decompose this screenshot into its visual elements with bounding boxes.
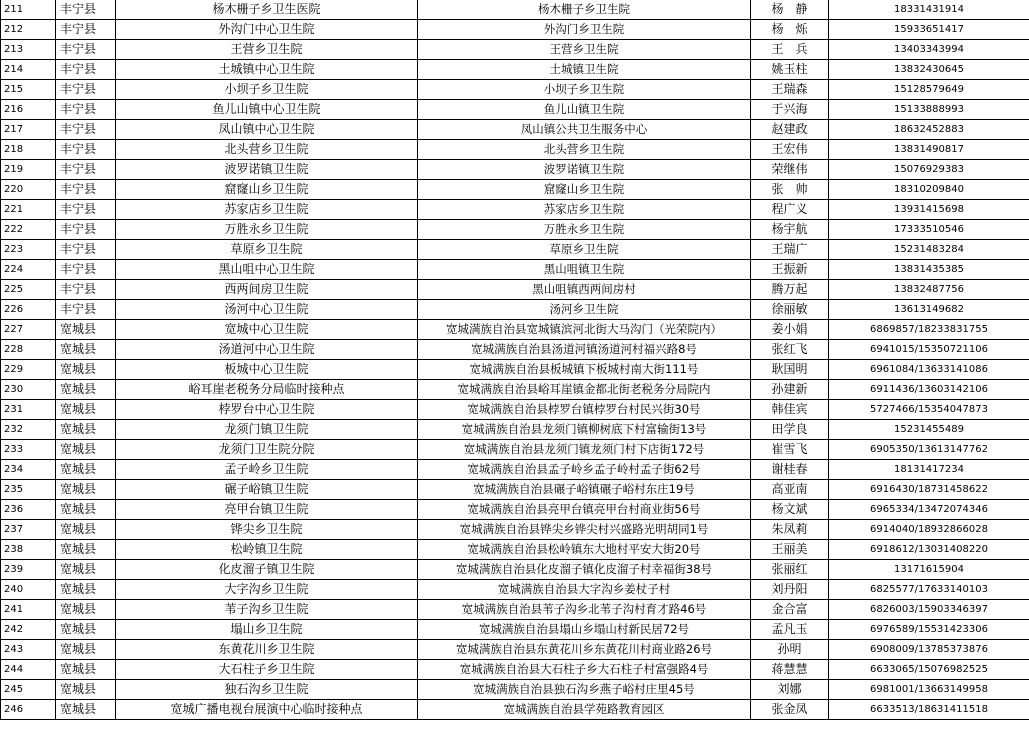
phone-cell: 15231483284 — [829, 240, 1029, 260]
contact-cell: 田学良 — [751, 420, 829, 440]
site-name-cell: 宽城中心卫生院 — [116, 320, 418, 340]
contact-cell: 杨 烁 — [751, 20, 829, 40]
site-name-cell: 波罗诺镇卫生院 — [116, 160, 418, 180]
contact-cell: 徐丽敏 — [751, 300, 829, 320]
phone-cell: 15933651417 — [829, 20, 1029, 40]
table-row — [1, 20, 1029, 40]
address-cell: 宽城满族自治县东黄花川乡东黄花川村商业路26号 — [418, 640, 751, 660]
row-number: 216 — [1, 100, 56, 120]
county-cell: 宽城县 — [56, 640, 116, 660]
address-cell: 汤河乡卫生院 — [418, 300, 751, 320]
table-body — [1, 0, 1029, 720]
contact-cell: 孙明 — [751, 640, 829, 660]
phone-cell: 15128579649 — [829, 80, 1029, 100]
site-name-cell: 龙须门卫生院分院 — [116, 440, 418, 460]
phone-cell: 6911436/13603142106 — [829, 380, 1029, 400]
site-name-cell: 外沟门中心卫生院 — [116, 20, 418, 40]
phone-cell: 6826003/15903346397 — [829, 600, 1029, 620]
contact-cell: 姜小娟 — [751, 320, 829, 340]
site-name-cell: 万胜永乡卫生院 — [116, 220, 418, 240]
table-row — [1, 300, 1029, 320]
county-cell: 丰宁县 — [56, 20, 116, 40]
phone-cell: 15076929383 — [829, 160, 1029, 180]
contact-cell: 杨 静 — [751, 0, 829, 20]
row-number: 213 — [1, 40, 56, 60]
site-name-cell: 苏家店乡卫生院 — [116, 200, 418, 220]
phone-cell: 13832487756 — [829, 280, 1029, 300]
row-number: 242 — [1, 620, 56, 640]
row-number: 221 — [1, 200, 56, 220]
site-name-cell: 杨木栅子乡卫生医院 — [116, 0, 418, 20]
contact-cell: 王 兵 — [751, 40, 829, 60]
phone-cell: 6825577/17633140103 — [829, 580, 1029, 600]
table-row — [1, 640, 1029, 660]
row-number: 228 — [1, 340, 56, 360]
county-cell: 宽城县 — [56, 480, 116, 500]
contact-cell: 于兴海 — [751, 100, 829, 120]
contact-cell: 耿国明 — [751, 360, 829, 380]
county-cell: 宽城县 — [56, 540, 116, 560]
table-row — [1, 40, 1029, 60]
contact-cell: 张丽红 — [751, 560, 829, 580]
phone-cell: 6965334/13472074346 — [829, 500, 1029, 520]
table-row — [1, 220, 1029, 240]
row-number: 237 — [1, 520, 56, 540]
phone-cell: 13831435385 — [829, 260, 1029, 280]
county-cell: 丰宁县 — [56, 40, 116, 60]
row-number: 227 — [1, 320, 56, 340]
address-cell: 宽城满族自治县化皮溜子镇化皮溜子村幸福街38号 — [418, 560, 751, 580]
contact-cell: 荣继伟 — [751, 160, 829, 180]
phone-cell: 6905350/13613147762 — [829, 440, 1029, 460]
site-name-cell: 小坝子乡卫生院 — [116, 80, 418, 100]
site-name-cell: 大字沟乡卫生院 — [116, 580, 418, 600]
phone-cell: 6941015/15350721106 — [829, 340, 1029, 360]
row-number: 231 — [1, 400, 56, 420]
row-number: 222 — [1, 220, 56, 240]
table-row — [1, 440, 1029, 460]
contact-cell: 王宏伟 — [751, 140, 829, 160]
site-name-cell: 桲罗台中心卫生院 — [116, 400, 418, 420]
county-cell: 丰宁县 — [56, 300, 116, 320]
site-name-cell: 黑山咀中心卫生院 — [116, 260, 418, 280]
contact-cell: 王丽美 — [751, 540, 829, 560]
county-cell: 丰宁县 — [56, 240, 116, 260]
address-cell: 宽城满族自治县汤道河镇汤道河村福兴路8号 — [418, 340, 751, 360]
site-name-cell: 苇子沟乡卫生院 — [116, 600, 418, 620]
phone-cell: 6908009/13785373876 — [829, 640, 1029, 660]
row-number: 232 — [1, 420, 56, 440]
address-cell: 宽城满族自治县龙须门镇柳树底下村富输街13号 — [418, 420, 751, 440]
contact-cell: 赵建政 — [751, 120, 829, 140]
table-row — [1, 240, 1029, 260]
contact-cell: 朱凤莉 — [751, 520, 829, 540]
table-row — [1, 200, 1029, 220]
table-row — [1, 700, 1029, 720]
address-cell: 万胜永乡卫生院 — [418, 220, 751, 240]
address-cell: 宽城满族自治县峪耳崖镇金都北街老税务分局院内 — [418, 380, 751, 400]
row-number: 218 — [1, 140, 56, 160]
phone-cell: 5727466/15354047873 — [829, 400, 1029, 420]
county-cell: 宽城县 — [56, 580, 116, 600]
table-row — [1, 160, 1029, 180]
site-name-cell: 龙须门镇卫生院 — [116, 420, 418, 440]
site-name-cell: 王营乡卫生院 — [116, 40, 418, 60]
table-row — [1, 60, 1029, 80]
contact-cell: 刘丹阳 — [751, 580, 829, 600]
contact-cell: 张 帅 — [751, 180, 829, 200]
county-cell: 丰宁县 — [56, 60, 116, 80]
address-cell: 宽城满族自治县板城镇下板城村南大街111号 — [418, 360, 751, 380]
table-row — [1, 520, 1029, 540]
contact-cell: 刘娜 — [751, 680, 829, 700]
county-cell: 丰宁县 — [56, 0, 116, 20]
row-number: 245 — [1, 680, 56, 700]
site-name-cell: 汤河中心卫生院 — [116, 300, 418, 320]
phone-cell: 13403343994 — [829, 40, 1029, 60]
site-name-cell: 大石柱子乡卫生院 — [116, 660, 418, 680]
row-number: 226 — [1, 300, 56, 320]
county-cell: 宽城县 — [56, 460, 116, 480]
phone-cell: 13831490817 — [829, 140, 1029, 160]
county-cell: 宽城县 — [56, 700, 116, 720]
phone-cell: 18131417234 — [829, 460, 1029, 480]
site-name-cell: 东黄花川乡卫生院 — [116, 640, 418, 660]
phone-cell: 13171615904 — [829, 560, 1029, 580]
table-row — [1, 580, 1029, 600]
county-cell: 丰宁县 — [56, 140, 116, 160]
address-cell: 凤山镇公共卫生服务中心 — [418, 120, 751, 140]
phone-cell: 15133888993 — [829, 100, 1029, 120]
phone-cell: 18331431914 — [829, 0, 1029, 20]
site-name-cell: 塌山乡卫生院 — [116, 620, 418, 640]
table-row — [1, 140, 1029, 160]
table-row — [1, 320, 1029, 340]
county-cell: 宽城县 — [56, 560, 116, 580]
address-cell: 宽城满族自治县学苑路教育园区 — [418, 700, 751, 720]
phone-cell: 18310209840 — [829, 180, 1029, 200]
row-number: 233 — [1, 440, 56, 460]
contact-cell: 孟凡玉 — [751, 620, 829, 640]
address-cell: 鱼儿山镇卫生院 — [418, 100, 751, 120]
contact-cell: 金合富 — [751, 600, 829, 620]
contact-cell: 杨宇航 — [751, 220, 829, 240]
table-row — [1, 500, 1029, 520]
county-cell: 丰宁县 — [56, 160, 116, 180]
row-number: 220 — [1, 180, 56, 200]
address-cell: 宽城满族自治县松岭镇东大地村平安大街20号 — [418, 540, 751, 560]
county-cell: 宽城县 — [56, 340, 116, 360]
county-cell: 丰宁县 — [56, 80, 116, 100]
site-name-cell: 土城镇中心卫生院 — [116, 60, 418, 80]
address-cell: 宽城满族自治县碾子峪镇碾子峪村东庄19号 — [418, 480, 751, 500]
phone-cell: 6633513/18631411518 — [829, 700, 1029, 720]
table-row — [1, 620, 1029, 640]
address-cell: 宽城满族自治县龙须门镇龙须门村下店街172号 — [418, 440, 751, 460]
table-row — [1, 100, 1029, 120]
site-name-cell: 草原乡卫生院 — [116, 240, 418, 260]
address-cell: 杨木栅子乡卫生院 — [418, 0, 751, 20]
row-number: 240 — [1, 580, 56, 600]
phone-cell: 6981001/13663149958 — [829, 680, 1029, 700]
county-cell: 宽城县 — [56, 400, 116, 420]
site-name-cell: 北头营乡卫生院 — [116, 140, 418, 160]
table-row — [1, 540, 1029, 560]
phone-cell: 6633065/15076982525 — [829, 660, 1029, 680]
county-cell: 宽城县 — [56, 440, 116, 460]
site-name-cell: 宽城广播电视台展演中心临时接种点 — [116, 700, 418, 720]
contact-cell: 杨文斌 — [751, 500, 829, 520]
table-row — [1, 600, 1029, 620]
row-number: 223 — [1, 240, 56, 260]
row-number: 214 — [1, 60, 56, 80]
contact-cell: 腾万起 — [751, 280, 829, 300]
contact-cell: 高亚南 — [751, 480, 829, 500]
county-cell: 丰宁县 — [56, 280, 116, 300]
site-name-cell: 铧尖乡卫生院 — [116, 520, 418, 540]
contact-cell: 谢桂春 — [751, 460, 829, 480]
contact-cell: 姚玉柱 — [751, 60, 829, 80]
table-row — [1, 120, 1029, 140]
row-number: 224 — [1, 260, 56, 280]
row-number: 246 — [1, 700, 56, 720]
address-cell: 宽城满族自治县孟子岭乡孟子岭村孟子街62号 — [418, 460, 751, 480]
address-cell: 宽城满族自治县独石沟乡燕子峪村庄里45号 — [418, 680, 751, 700]
row-number: 236 — [1, 500, 56, 520]
contact-cell: 张红飞 — [751, 340, 829, 360]
table-row — [1, 0, 1029, 20]
address-cell: 草原乡卫生院 — [418, 240, 751, 260]
site-name-cell: 鱼儿山镇中心卫生院 — [116, 100, 418, 120]
table-row — [1, 480, 1029, 500]
county-cell: 宽城县 — [56, 380, 116, 400]
county-cell: 丰宁县 — [56, 200, 116, 220]
address-cell: 波罗诺镇卫生院 — [418, 160, 751, 180]
table-row — [1, 660, 1029, 680]
county-cell: 宽城县 — [56, 600, 116, 620]
row-number: 230 — [1, 380, 56, 400]
address-cell: 宽城满族自治县苇子沟乡北苇子沟村育才路46号 — [418, 600, 751, 620]
county-cell: 宽城县 — [56, 660, 116, 680]
table-row — [1, 460, 1029, 480]
phone-cell: 13832430645 — [829, 60, 1029, 80]
contact-cell: 张金凤 — [751, 700, 829, 720]
table-row — [1, 560, 1029, 580]
phone-cell: 18632452883 — [829, 120, 1029, 140]
county-cell: 宽城县 — [56, 520, 116, 540]
address-cell: 宽城满族自治县桲罗台镇桲罗台村民兴街30号 — [418, 400, 751, 420]
phone-cell: 13613149682 — [829, 300, 1029, 320]
contact-cell: 王振新 — [751, 260, 829, 280]
county-cell: 宽城县 — [56, 360, 116, 380]
site-name-cell: 碾子峪镇卫生院 — [116, 480, 418, 500]
county-cell: 宽城县 — [56, 680, 116, 700]
contact-cell: 王瑞广 — [751, 240, 829, 260]
county-cell: 丰宁县 — [56, 180, 116, 200]
row-number: 238 — [1, 540, 56, 560]
address-cell: 黑山咀镇卫生院 — [418, 260, 751, 280]
county-cell: 宽城县 — [56, 620, 116, 640]
address-cell: 宽城满族自治县大字沟乡姜杖子村 — [418, 580, 751, 600]
address-cell: 苏家店乡卫生院 — [418, 200, 751, 220]
contact-cell: 程广义 — [751, 200, 829, 220]
site-name-cell: 板城中心卫生院 — [116, 360, 418, 380]
address-cell: 宽城满族自治县大石柱子乡大石柱子村富强路4号 — [418, 660, 751, 680]
address-cell: 土城镇卫生院 — [418, 60, 751, 80]
table-row — [1, 400, 1029, 420]
county-cell: 宽城县 — [56, 320, 116, 340]
table-row — [1, 340, 1029, 360]
county-cell: 丰宁县 — [56, 260, 116, 280]
row-number: 225 — [1, 280, 56, 300]
site-name-cell: 峪耳崖老税务分局临时接种点 — [116, 380, 418, 400]
table-row — [1, 260, 1029, 280]
phone-cell: 17333510546 — [829, 220, 1029, 240]
address-cell: 小坝子乡卫生院 — [418, 80, 751, 100]
address-cell: 宽城满族自治县宽城镇滨河北街大马沟门（光荣院内） — [418, 320, 751, 340]
table-row — [1, 680, 1029, 700]
row-number: 217 — [1, 120, 56, 140]
address-cell: 外沟门乡卫生院 — [418, 20, 751, 40]
contact-cell: 孙建新 — [751, 380, 829, 400]
phone-cell: 6976589/15531423306 — [829, 620, 1029, 640]
contact-cell: 韩佳宾 — [751, 400, 829, 420]
site-name-cell: 西两间房卫生院 — [116, 280, 418, 300]
address-cell: 北头营乡卫生院 — [418, 140, 751, 160]
phone-cell: 6869857/18233831755 — [829, 320, 1029, 340]
address-cell: 宽城满族自治县铧尖乡铧尖村兴盛路光明胡同1号 — [418, 520, 751, 540]
row-number: 243 — [1, 640, 56, 660]
phone-cell: 6918612/13031408220 — [829, 540, 1029, 560]
table-row — [1, 420, 1029, 440]
address-cell: 窟窿山乡卫生院 — [418, 180, 751, 200]
contact-cell: 蒋慧慧 — [751, 660, 829, 680]
phone-cell: 6916430/18731458622 — [829, 480, 1029, 500]
row-number: 212 — [1, 20, 56, 40]
row-number: 235 — [1, 480, 56, 500]
table-row — [1, 280, 1029, 300]
contact-cell: 王瑞森 — [751, 80, 829, 100]
site-name-cell: 窟窿山乡卫生院 — [116, 180, 418, 200]
county-cell: 宽城县 — [56, 420, 116, 440]
table-row — [1, 360, 1029, 380]
county-cell: 丰宁县 — [56, 120, 116, 140]
site-name-cell: 化皮溜子镇卫生院 — [116, 560, 418, 580]
phone-cell: 13931415698 — [829, 200, 1029, 220]
row-number: 215 — [1, 80, 56, 100]
table-row — [1, 180, 1029, 200]
phone-cell: 6961084/13633141086 — [829, 360, 1029, 380]
phone-cell: 6914040/18932866028 — [829, 520, 1029, 540]
row-number: 219 — [1, 160, 56, 180]
county-cell: 丰宁县 — [56, 220, 116, 240]
site-name-cell: 独石沟乡卫生院 — [116, 680, 418, 700]
site-name-cell: 孟子岭乡卫生院 — [116, 460, 418, 480]
row-number: 229 — [1, 360, 56, 380]
phone-cell: 15231455489 — [829, 420, 1029, 440]
row-number: 244 — [1, 660, 56, 680]
address-cell: 王营乡卫生院 — [418, 40, 751, 60]
row-number: 211 — [1, 0, 56, 20]
table-row — [1, 380, 1029, 400]
county-cell: 宽城县 — [56, 500, 116, 520]
table-row — [1, 80, 1029, 100]
address-cell: 宽城满族自治县塌山乡塌山村新民居72号 — [418, 620, 751, 640]
contact-cell: 崔雪飞 — [751, 440, 829, 460]
row-number: 239 — [1, 560, 56, 580]
address-cell: 黑山咀镇西两间房村 — [418, 280, 751, 300]
address-cell: 宽城满族自治县亮甲台镇亮甲台村商业街56号 — [418, 500, 751, 520]
county-cell: 丰宁县 — [56, 100, 116, 120]
site-name-cell: 松岭镇卫生院 — [116, 540, 418, 560]
row-number: 234 — [1, 460, 56, 480]
site-name-cell: 亮甲台镇卫生院 — [116, 500, 418, 520]
row-number: 241 — [1, 600, 56, 620]
site-name-cell: 汤道河中心卫生院 — [116, 340, 418, 360]
site-name-cell: 凤山镇中心卫生院 — [116, 120, 418, 140]
